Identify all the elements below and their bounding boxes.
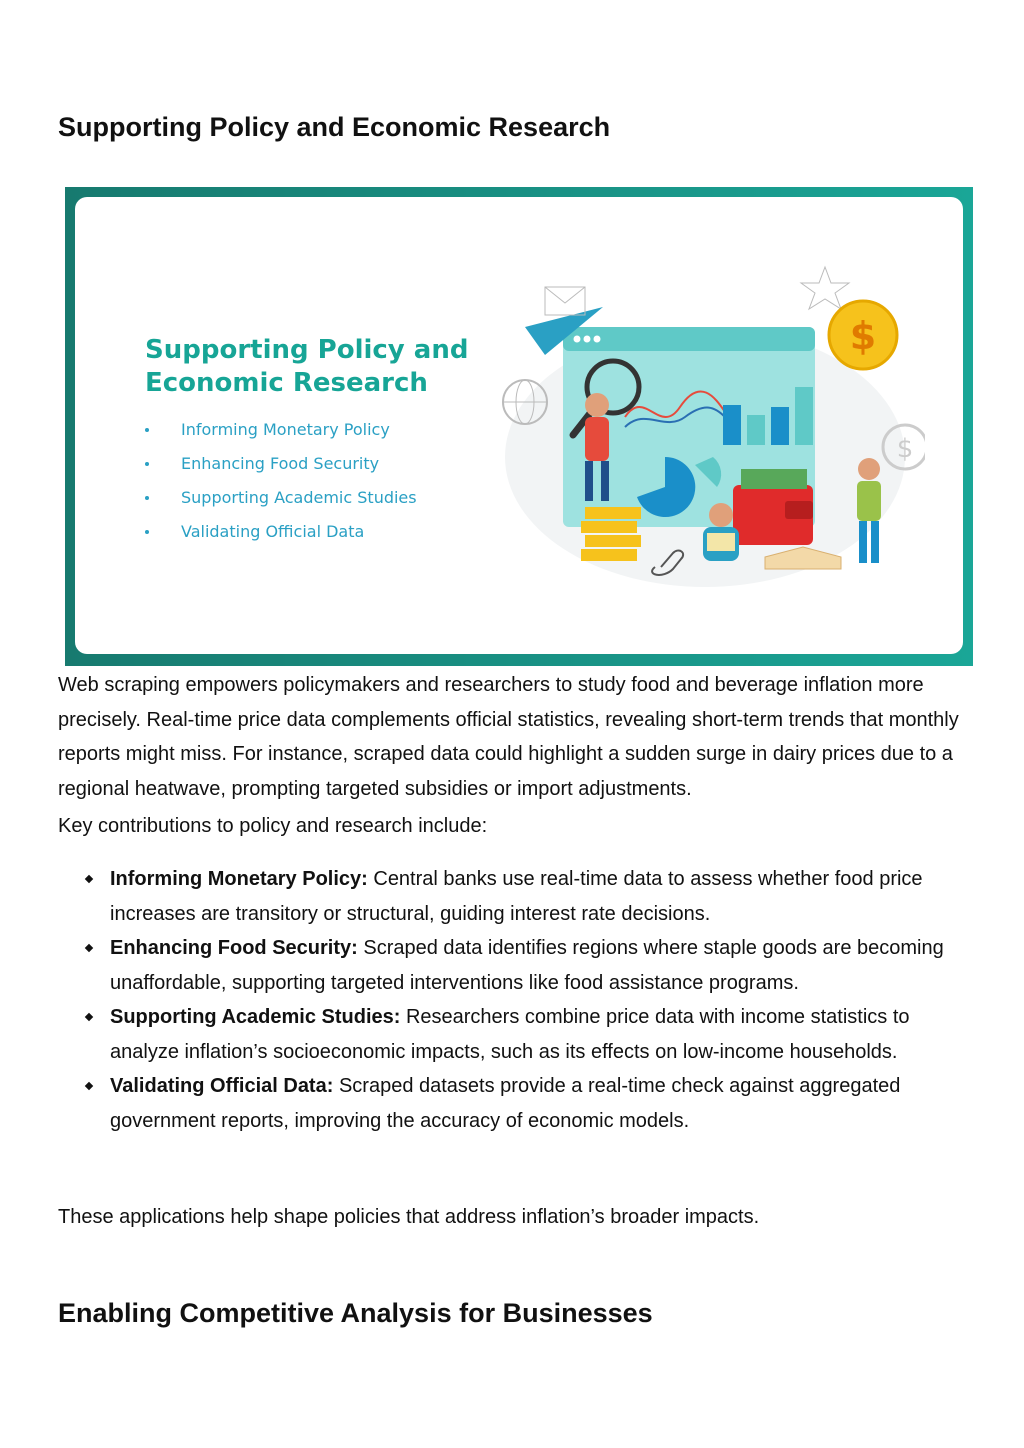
lead-in: Key contributions to policy and research include: xyxy=(58,815,488,837)
banner-image xyxy=(65,187,973,666)
envelope-icon xyxy=(545,287,585,315)
list-item: Informing Monetary Policy: Central banks use real-time data to assess whether food price increases are transitory or structural, guiding interest rate decisions. xyxy=(58,862,968,931)
banner-list-item: Supporting Academic Studies xyxy=(139,481,417,515)
wallet-icon xyxy=(733,469,813,545)
list-item: Validating Official Data: Scraped datasets provide a real-time check against aggregated government reports, improving the accuracy of economic models. xyxy=(58,1069,968,1138)
bullet-icon xyxy=(145,428,149,432)
banner-list-item: Informing Monetary Policy xyxy=(139,413,417,447)
bullet-icon xyxy=(85,1082,93,1090)
section-heading: Enabling Competitive Analysis for Businesses xyxy=(58,1298,653,1328)
intro-paragraph: Web scraping empowers policymakers and researchers to study food and beverage inflation more precisely. Real-time price data complements official statistics, revealing short-term trends that monthly reports might miss. For instance, scraped data could highlight a sudden surge in dairy prices due to a regional heatwave, prompting targeted subsidies or import adjustments. xyxy=(58,674,959,801)
bullet-icon xyxy=(145,496,149,500)
bullet-icon xyxy=(145,530,149,534)
svg-text:$: $ xyxy=(849,314,877,358)
closing-paragraph: These applications help shape policies that address inflation’s broader impacts. xyxy=(58,1206,760,1228)
section-heading: Supporting Policy and Economic Research xyxy=(58,112,611,142)
person-icon xyxy=(857,458,881,563)
banner-title: Supporting Policy and Economic Research xyxy=(145,335,469,398)
banner-list-item: Validating Official Data xyxy=(139,515,417,549)
bullet-icon xyxy=(85,875,93,883)
dollar-coin-icon xyxy=(829,301,897,369)
list-item: Enhancing Food Security: Scraped data identifies regions where staple goods are becoming unaffordable, supporting targeted interventions like food assistance programs. xyxy=(58,931,968,1000)
banner-list-item: Enhancing Food Security xyxy=(139,447,417,481)
contributions-list xyxy=(58,862,968,1138)
bullet-icon xyxy=(85,944,93,952)
bullet-icon xyxy=(85,1013,93,1021)
svg-text:$: $ xyxy=(896,434,914,464)
star-icon xyxy=(801,267,849,309)
research-illustration xyxy=(485,257,925,617)
banner-card xyxy=(75,197,963,654)
list-item: Supporting Academic Studies: Researchers combine price data with income statistics to analyze inflation’s socioeconomic impacts, such as its effects on low-income households. xyxy=(58,1000,968,1069)
banner-list xyxy=(139,413,417,549)
bullet-icon xyxy=(145,462,149,466)
